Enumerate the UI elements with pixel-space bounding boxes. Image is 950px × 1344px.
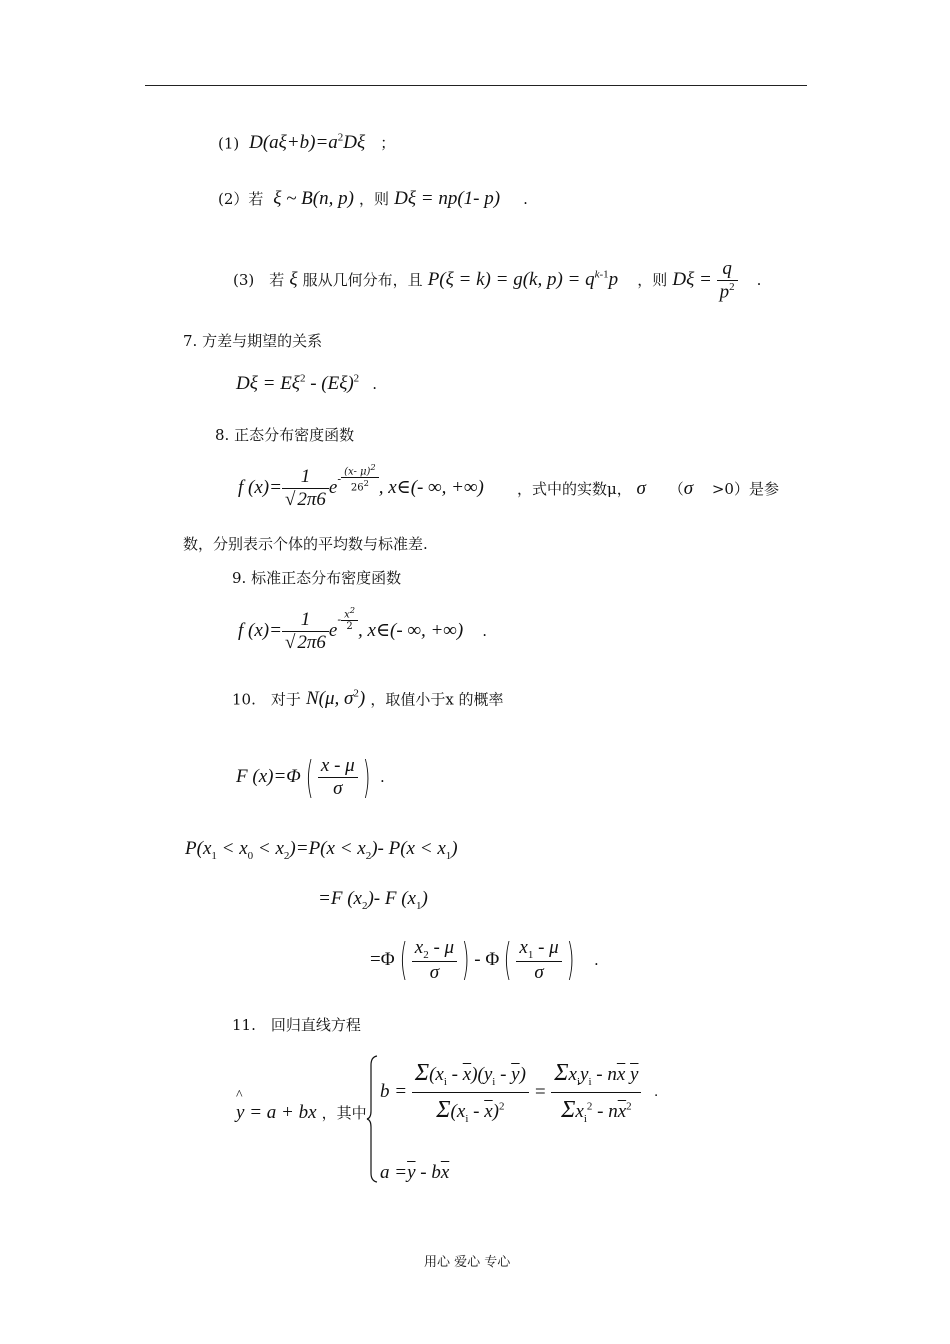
sigma-symbol: σ [636,478,646,499]
formula-geometric-variance: Dξ = $\frac{q}{p^2}$ [672,269,737,290]
formula-regression-a: $a =\overline{y} - b\overline{x}$ [380,1162,450,1183]
heading-10: 10. 对于 [232,690,301,709]
formula-normal-notation: N(μ, $\sigma^2$) [305,688,366,710]
formula-cdf: F (x)=Φ ( $\frac{x - \mu}{\sigma}$ ) . [236,751,385,803]
formula-geometric: P(ξ = k) = g(k, $p) = q^{k-1}p$ [427,268,619,291]
item-2-end: . [523,190,528,208]
section-7-end: . [372,375,378,394]
section-9-end: . [482,622,488,640]
section-8-tail [517,478,779,500]
heading-11: 11. 回归直线方程 [232,1016,361,1034]
item-1-label: (1) [218,134,240,153]
xi-symbol: ξ [289,269,298,291]
formula-regression-b: b = $\frac{\Sigma(x_i - \overline{x})(y_i - \overline{y})}{\Sigma(x_i - \overline{x})^2}$ = $\frac{\Sigma x_iy_i - n\overline{x} \overline{y}}{\Sigma x_i^2 - n\overline{x}^2}$ . [380,1060,658,1125]
formula-normal-density: f (x)= $\frac{1}{√ 2\pi 6}$ e- $\frac{(x- \mu)^2}{26^2}$ , x∈(- ∞, +∞) [238,462,484,510]
formula-binomial-variance: Dξ = np(1- p) [394,188,501,209]
section-8-tail-text: ，式中的实数μ， [517,480,632,498]
heading-8: 8. 正态分布密度函数 [215,426,355,444]
section-10-line [232,688,504,710]
section-11-mid: ，其中 [321,1104,367,1122]
section-8-tail-2: >0）是参 [711,480,779,498]
left-brace [366,1055,378,1183]
item-3-mid: 服从几何分布，且 [302,271,423,290]
section-8-paren: （ [668,480,684,498]
item-2-mid: ，则 [359,190,390,208]
sigma-symbol-2: σ [683,478,694,499]
section-10-tail: ，取值小于x 的概率 [370,690,504,709]
item-1 [218,132,395,154]
formula-standard-normal: f (x)= $\frac{1}{√ 2\pi 6}$ e- $\frac{x^2}{2}$ , x∈(- ∞, +∞) . [238,605,488,653]
formula-interval-prob-2: =F $(x_2)-$ F $(x_1)$ [318,888,428,912]
formula-interval-prob-1: $P(x_1 < x_0 < x_2)=P(x < x_2)-$ $P(x < x_1)$ [185,838,458,862]
heading-9: 9. 标准正态分布密度函数 [232,569,402,587]
formula-regression-line: y ^ = a + bx ，其中 [236,1088,367,1123]
item-2 [218,188,528,210]
formula-interval-prob-3: =Φ ( $\frac{x_2 - \mu}{\sigma}$ ) - Φ ( $\frac{x_1 - \mu}{\sigma}$ ) . [370,934,599,986]
section-10b-end: . [593,950,599,969]
item-2-label: (2）若 [218,190,264,208]
formula-variance-linear: $D(a\xi+b)=a^2D\xi$ [244,132,366,154]
item-1-end: ； [380,134,396,153]
header-rule [145,85,807,86]
section-10-end: . [380,768,385,786]
item-3-end: . [756,271,762,290]
formula-binomial: ξ ~ B(n, p) [268,188,354,209]
section-8-line2: 数，分别表示个体的平均数与标准差. [183,535,428,553]
page-footer: 用心 爱心 专心 [424,1255,511,1270]
item-3-label: (3) 若 [233,271,285,290]
section-11-end: . [654,1083,658,1100]
formula-variance-expectation: $D\xi = E\xi^2 - (E\xi)^2$ . [236,373,378,395]
item-3-then: ，则 [637,271,668,290]
heading-7: 7. 方差与期望的关系 [183,332,323,350]
item-3 [233,258,761,303]
